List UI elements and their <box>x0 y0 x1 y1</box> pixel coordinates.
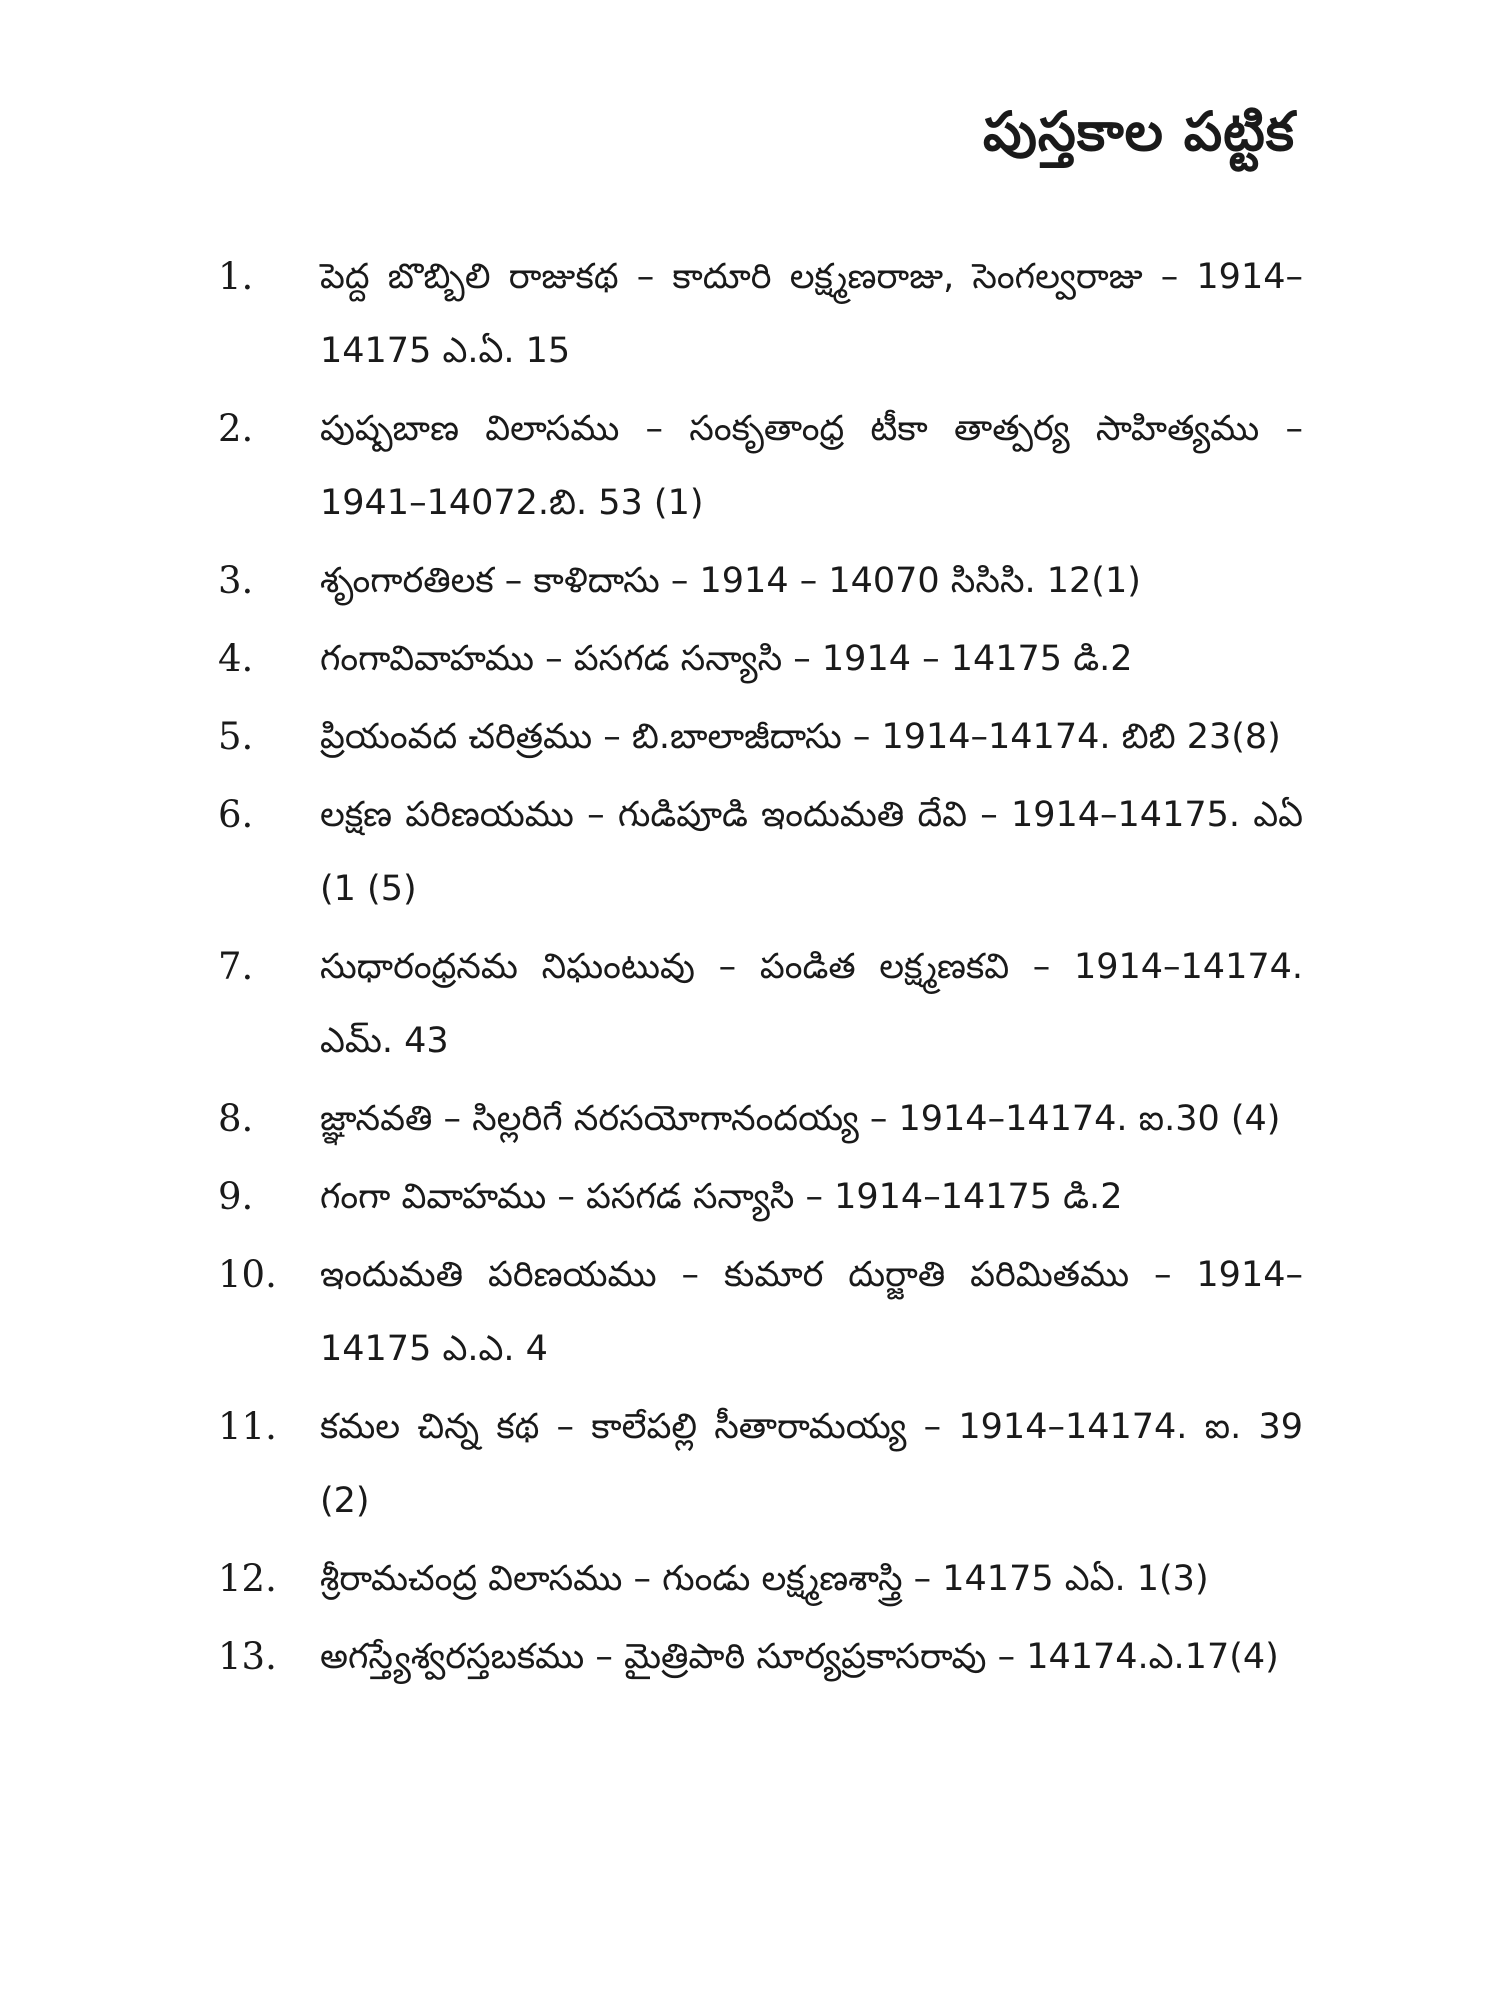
item-number: 5. <box>218 715 254 758</box>
list-item <box>218 622 1303 696</box>
item-number: 12. <box>218 1557 277 1600</box>
item-text: కమల చిన్న కథ – కాలేపల్లి సీతారామయ్య – 1914–14174. ఐ. 39 (2) <box>320 1407 1303 1521</box>
item-number: 9. <box>218 1175 254 1218</box>
item-number: 11. <box>218 1405 277 1448</box>
list-item <box>218 392 1303 540</box>
item-text: శృంగారతిలక – కాళిదాసు – 1914 – 14070 సిసిసి. 12(1) <box>320 561 1141 601</box>
list-item <box>218 240 1303 388</box>
item-text: ఇందుమతి పరిణయము – కుమార దుర్జాతి పరిమితము – 1914–14175 ఎ.ఎ. 4 <box>320 1255 1303 1369</box>
item-text: ప్రియంవద చరిత్రము – బి.బాలాజీదాసు – 1914–14174. బిబి 23(8) <box>320 717 1281 757</box>
list-item <box>218 778 1303 926</box>
item-number: 10. <box>218 1253 277 1296</box>
item-text: గంగా వివాహము – పసగడ సన్యాసి – 1914–14175 డి.2 <box>320 1177 1123 1217</box>
item-text: పెద్ద బొబ్బిలి రాజుకథ – కాదూరి లక్ష్మణరాజు, సెంగల్వరాజు – 1914–14175 ఎ.ఏ. 15 <box>320 257 1303 371</box>
item-number: 13. <box>218 1635 277 1678</box>
list-item <box>218 544 1303 618</box>
item-number: 1. <box>218 255 254 298</box>
book-list <box>218 240 1303 1698</box>
list-item <box>218 1238 1303 1386</box>
list-item <box>218 1620 1303 1694</box>
item-text: అగస్త్యేశ్వరస్తబకము – మైత్రిపాఠి సూర్యప్రకాసరావు – 14174.ఎ.17(4) <box>320 1637 1279 1677</box>
list-item <box>218 1160 1303 1234</box>
page-title: పుస్తకాల పట్టిక <box>983 100 1295 163</box>
item-number: 6. <box>218 793 254 836</box>
item-text: శ్రీరామచంద్ర విలాసము – గుండు లక్ష్మణశాస్త్రి – 14175 ఎఏ. 1(3) <box>320 1559 1209 1599</box>
item-number: 4. <box>218 637 254 680</box>
list-item <box>218 1082 1303 1156</box>
item-text: లక్షణ పరిణయము – గుడిపూడి ఇందుమతి దేవి – 1914–14175. ఎఏ (1 (5) <box>320 795 1303 909</box>
list-item <box>218 700 1303 774</box>
item-number: 3. <box>218 559 254 602</box>
item-text: పుష్పబాణ విలాసము – సంకృతాంధ్ర టీకా తాత్పర్య సాహిత్యము – 1941–14072.బి. 53 (1) <box>320 409 1303 523</box>
item-number: 8. <box>218 1097 254 1140</box>
item-text: గంగావివాహము – పసగడ సన్యాసి – 1914 – 14175 డి.2 <box>320 639 1133 679</box>
list-item <box>218 1542 1303 1616</box>
item-number: 2. <box>218 407 254 450</box>
item-text: జ్ఞానవతి – సిల్లరిగే నరసయోగానందయ్య – 1914–14174. ఐ.30 (4) <box>320 1099 1281 1139</box>
list-item <box>218 1390 1303 1538</box>
item-text: సుధారంధ్రనమ నిఘంటువు – పండిత లక్ష్మణకవి – 1914–14174. ఎమ్. 43 <box>320 947 1303 1061</box>
item-number: 7. <box>218 945 254 988</box>
list-item <box>218 930 1303 1078</box>
